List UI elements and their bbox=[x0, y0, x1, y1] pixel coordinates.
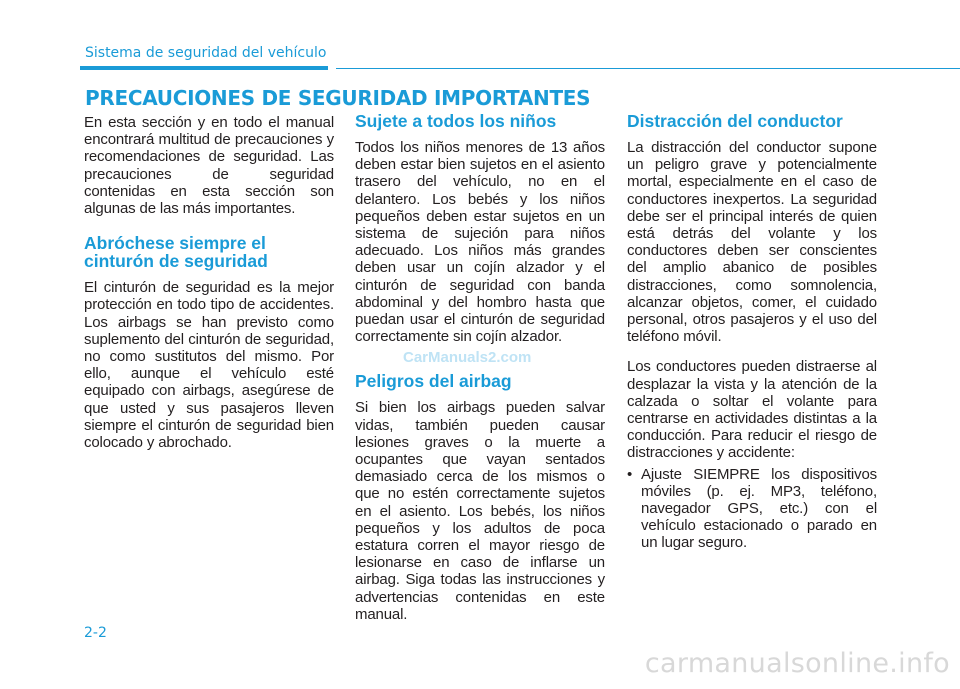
column-middle bbox=[355, 111, 605, 636]
children-paragraph: Todos los niños menores de 13 años deben estar bien sujetos en el asiento trasero del vehículo, no en el delantero. Los bebés y los niños pequeños deben estar sujetos en un sistema de sujeción para niños adecuado. Los niños más grandes deben usar un cojín alzador y el cinturón de seguridad con banda abdominal y del hombro hasta que puedan usar el cinturón de seguridad correctamente sin cojín alzador. bbox=[355, 139, 605, 346]
airbag-paragraph: Si bien los airbags pueden salvar vidas, también pueden causar lesiones graves o la muerte a ocupantes que vayan sentados demasiado cerca de los mismos o que no estén correctamente sujetos en el asiento. Los bebés, los niños pequeños y los adultos de poca estatura corren el mayor riesgo de lesionarse en caso de inflarse un airbag. Siga todas las instrucciones y advertencias contenidas en este manual. bbox=[355, 399, 605, 623]
page-number: 2-2 bbox=[84, 625, 107, 641]
distraction-paragraph-2: Los conductores pueden distraerse al desplazar la vista y la atención de la calzada o soltar el volante para centrarse en actividades distintas a la conducción. Para reducir el riesgo de distracciones y accidente: bbox=[627, 358, 877, 462]
seatbelt-paragraph: El cinturón de seguridad es la mejor protección en todo tipo de accidentes. Los airbags se han previsto como suplemento del cinturón de seguridad, no como sustitutos del mismo. Por ello, aunque el vehículo esté equipado con airbags, asegúrese de que usted y sus pasajeros lleven siempre el cinturón de seguridad bien colocado y abrochado. bbox=[84, 279, 334, 452]
bullet-marker: • bbox=[627, 465, 633, 483]
distraction-paragraph-1: La distracción del conductor supone un peligro grave y potencialmente mortal, especialmente en el caso de conductores inexpertos. La seguridad debe ser el principal interés de quien está detrás del volante y los conductores deben ser conscientes del amplio abanico de posibles distracciones, como somnolencia, alcanzar objetos, comer, el cuidado personal, otros pasajeros y el uso del teléfono móvil. bbox=[627, 139, 877, 346]
section-header: Sistema de seguridad del vehículo bbox=[85, 45, 327, 61]
column-left bbox=[84, 114, 334, 464]
bullet-text: Ajuste SIEMPRE los dispositivos móviles (p. ej. MP3, teléfono, navegador GPS, etc.) con el vehículo estacionado o parado en un lugar seguro. bbox=[641, 465, 877, 552]
column-right bbox=[627, 111, 877, 552]
page-title: PRECAUCIONES DE SEGURIDAD IMPORTANTES bbox=[85, 86, 591, 110]
distraction-heading: Distracción del conductor bbox=[627, 111, 843, 131]
airbag-heading: Peligros del airbag bbox=[355, 371, 512, 392]
watermark-carmanuals: CarManuals2.com bbox=[403, 349, 532, 367]
children-heading: Sujete a todos los niños bbox=[355, 111, 557, 131]
seatbelt-heading: Abróchese siempre el cinturón de seguridad bbox=[84, 233, 268, 272]
header-rule-line bbox=[336, 68, 960, 69]
header-rule-accent bbox=[80, 66, 328, 70]
bullet-item bbox=[627, 466, 877, 552]
intro-paragraph: En esta sección y en todo el manual encontrará multitud de precauciones y recomendaciones de seguridad. Las precauciones de seguridad contenidas en esta sección son algunas de las más importantes. bbox=[84, 114, 334, 218]
footer-watermark: carmanualsonline.info bbox=[644, 648, 950, 679]
distraction-bullet-list bbox=[627, 466, 877, 552]
